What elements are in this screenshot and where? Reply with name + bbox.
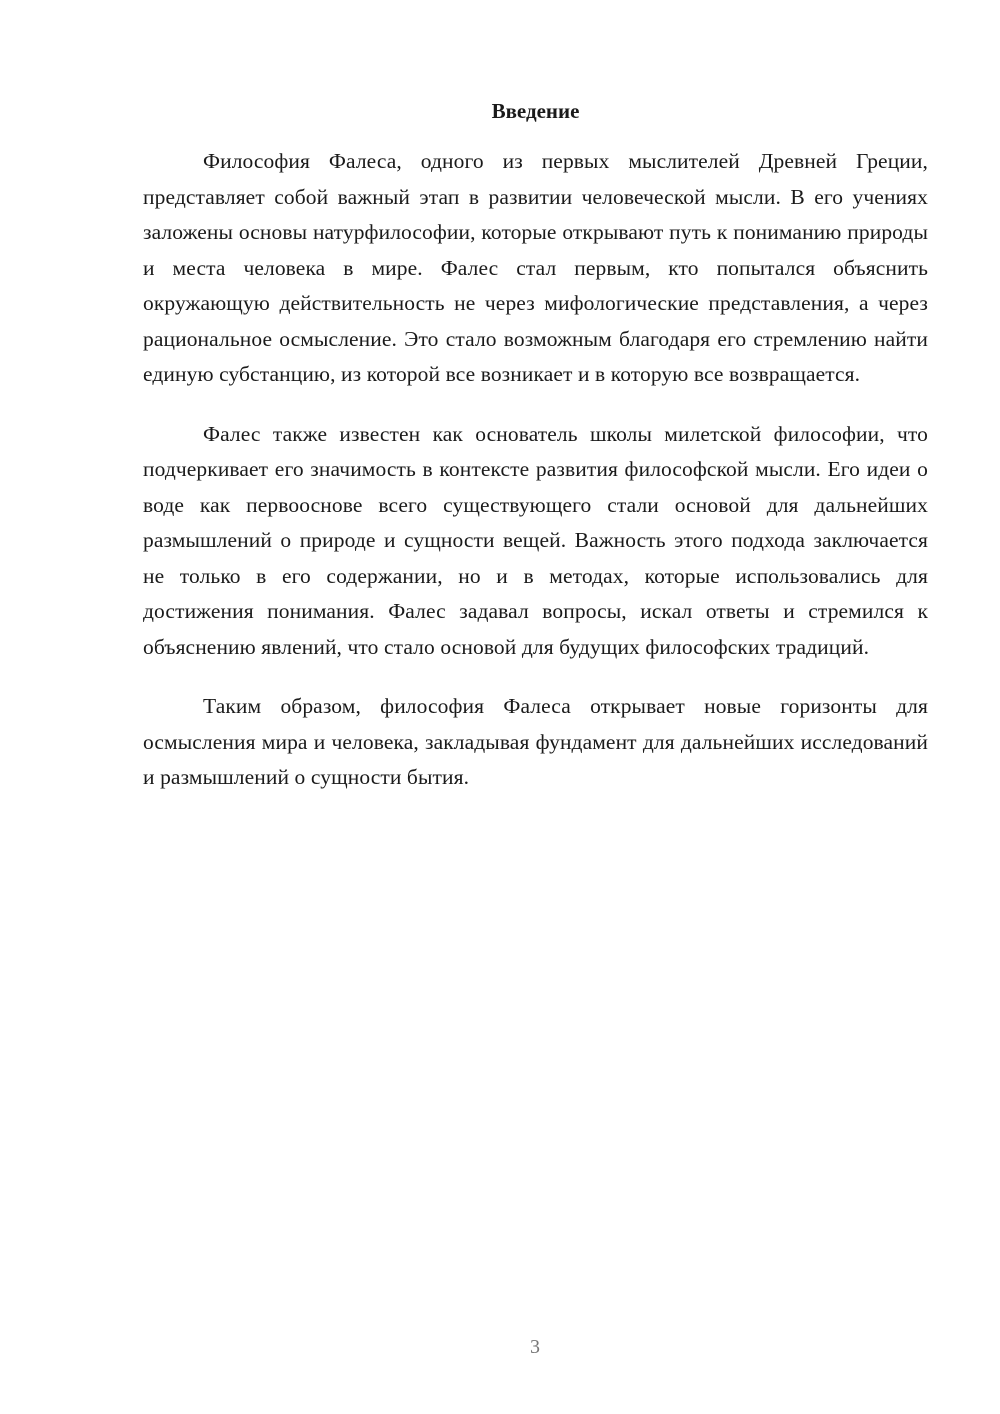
- paragraph-1: Философия Фалеса, одного из первых мыслителей Древней Греции, представляет собой важный этап в развитии человеческой мысли. В его учениях заложены основы натурфилософии, которые открывают путь к пониманию природы и места человека в мире. Фалес стал первым, кто попытался объяснить окружающую действительность не через мифологические представления, а через рациональное осмысление. Это стало возможным благодаря его стремлению найти единую субстанцию, из которой все возникает и в которую все возвращается.: [143, 149, 928, 386]
- paragraph-2: Фалес также известен как основатель школы милетской философии, что подчеркивает его значимость в контексте развития философской мысли. Его идеи о воде как первооснове всего существующего стали основой для дальнейших размышлений о природе и сущности вещей. Важность этого подхода заключается не только в его содержании, но и в методах, которые использовались для достижения понимания. Фалес задавал вопросы, искал ответы и стремился к объяснению явлений, что стало основой для будущих философских традиций.: [143, 421, 928, 659]
- page-number: 3: [530, 1336, 540, 1358]
- section-heading: Введение: [491, 99, 580, 123]
- paragraph-3: Таким образом, философия Фалеса открывает новые горизонты для осмысления мира и человека, закладывая фундамент для дальнейших исследований и размышлений о сущности бытия.: [143, 694, 928, 789]
- body-text: [143, 144, 928, 796]
